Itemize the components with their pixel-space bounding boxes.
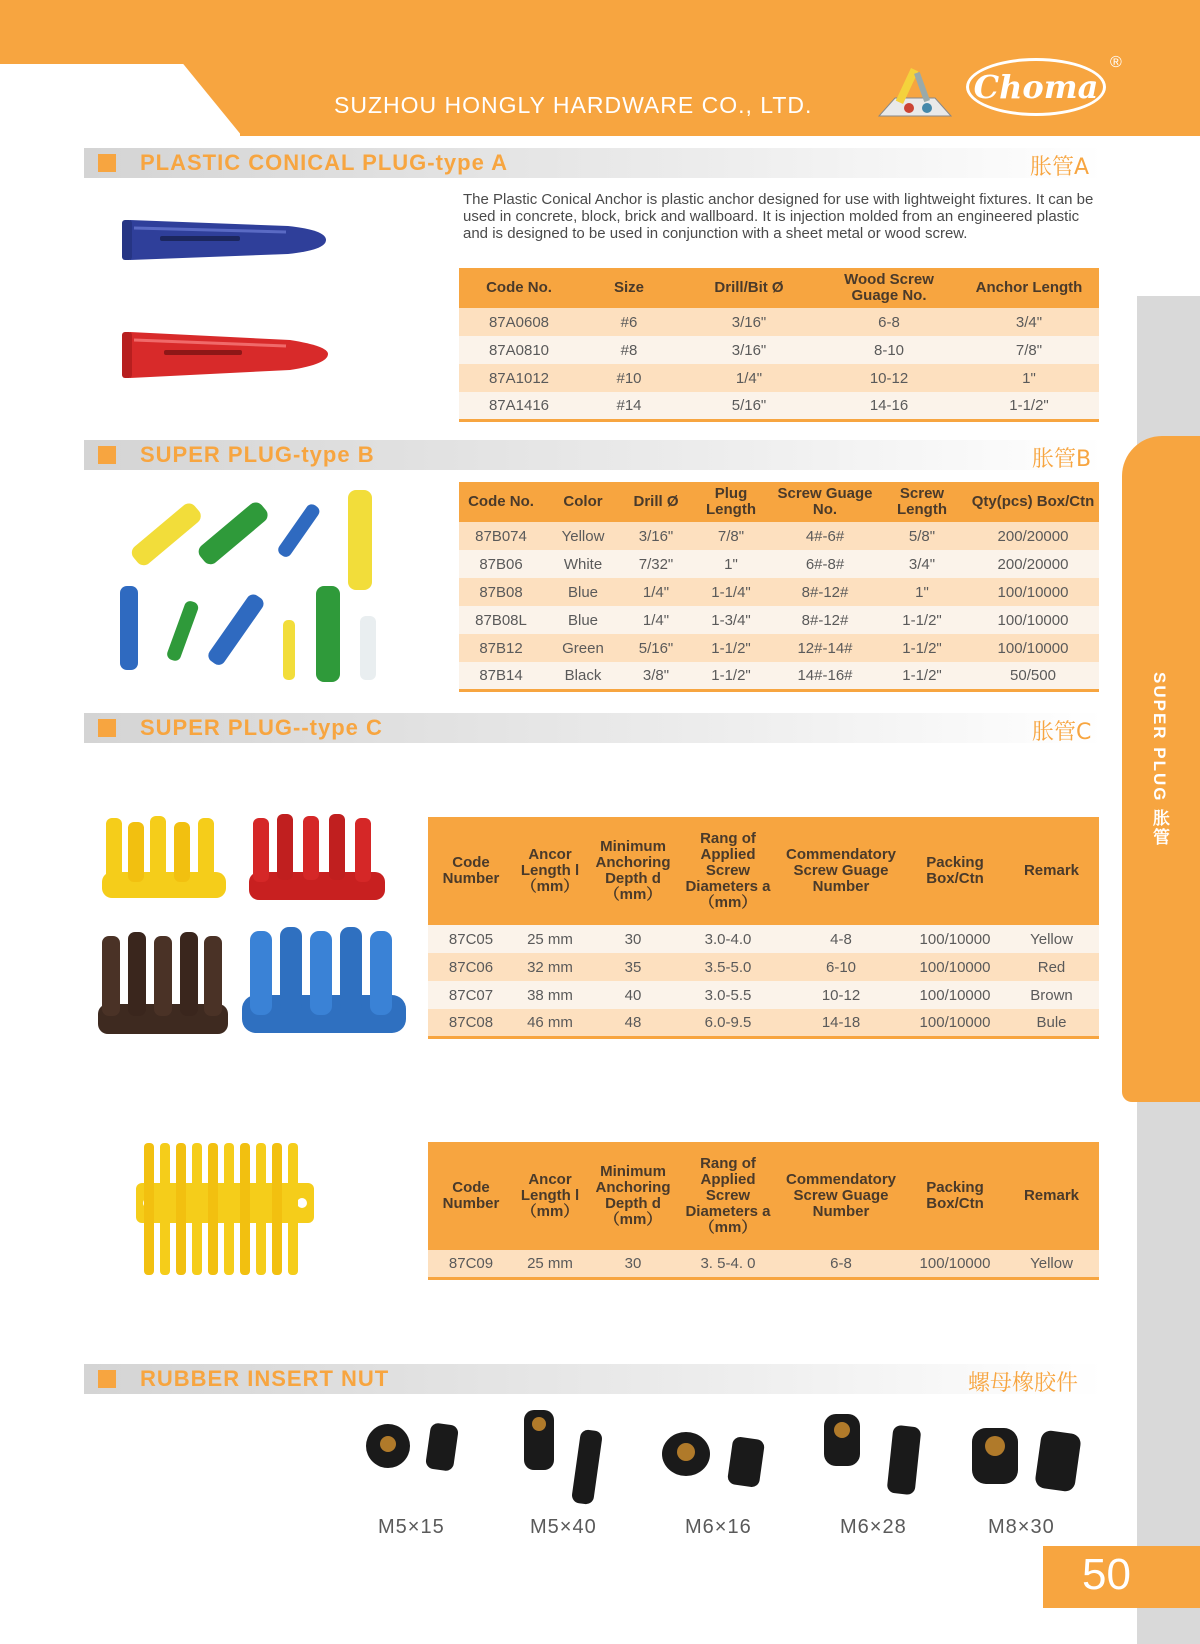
cell: 46 mm (514, 1009, 586, 1037)
cell: 3.0-5.5 (680, 981, 776, 1009)
nut-m6x16-image (660, 1424, 770, 1504)
cell: 6#-8# (773, 550, 877, 578)
cell: 30 (586, 1250, 680, 1278)
cell: 5/8" (877, 522, 967, 550)
col-header: Screw Guage No. (773, 482, 877, 522)
table-row (428, 1009, 1099, 1037)
cell: 14-16 (819, 392, 959, 420)
nut-m6x28-image (822, 1412, 932, 1502)
cell: 100/10000 (967, 578, 1099, 606)
cell: 48 (586, 1009, 680, 1037)
cell: 3. 5-4. 0 (680, 1250, 776, 1278)
cell: 87C07 (428, 981, 514, 1009)
col-header: Color (543, 482, 623, 522)
section-c-bar (84, 713, 1104, 743)
cell: 1-1/2" (877, 634, 967, 662)
cell: Red (1004, 953, 1099, 981)
table-row (428, 953, 1099, 981)
cell: 1-3/4" (689, 606, 773, 634)
cell: 1" (959, 364, 1099, 392)
table-type-c (428, 817, 1099, 1039)
col-header: Remark (1004, 1142, 1099, 1250)
yellow-plug-strip-image (98, 812, 233, 904)
brand-logo: Choma (966, 58, 1106, 116)
table-row (459, 578, 1099, 606)
col-header: Code No. (459, 482, 543, 522)
cell: 100/10000 (906, 925, 1004, 953)
col-header: Plug Length (689, 482, 773, 522)
cell: 87B074 (459, 522, 543, 550)
cell: 14#-16# (773, 662, 877, 690)
cell: 3.5-5.0 (680, 953, 776, 981)
cell: 30 (586, 925, 680, 953)
cell: 1-1/2" (959, 392, 1099, 420)
cell: 1" (689, 550, 773, 578)
cell: Blue (543, 578, 623, 606)
col-header: Packing Box/Ctn (906, 1142, 1004, 1250)
cell: 12#-14# (773, 634, 877, 662)
cell: Yellow (1004, 925, 1099, 953)
cell: Green (543, 634, 623, 662)
col-header: Ancor Length l（mm） (514, 817, 586, 925)
cell: 7/8" (689, 522, 773, 550)
table-row (459, 392, 1099, 420)
table-row (459, 634, 1099, 662)
cell: 1-1/2" (689, 634, 773, 662)
section-b-cn: 胀管B (1032, 447, 1092, 472)
cell: 100/10000 (906, 981, 1004, 1009)
red-conical-plug-image (120, 320, 335, 386)
cell: 87B12 (459, 634, 543, 662)
col-header: Code Number (428, 817, 514, 925)
cell: 87B08L (459, 606, 543, 634)
table-row (459, 336, 1099, 364)
cell: 87C09 (428, 1250, 514, 1278)
cell: 8#-12# (773, 578, 877, 606)
cell: #6 (579, 308, 679, 336)
header-band (0, 0, 1200, 64)
section-a-title: PLASTIC CONICAL PLUG-type A (140, 150, 509, 175)
col-header: Anchor Length (959, 268, 1099, 308)
cell: 1-1/4" (689, 578, 773, 606)
cell: Yellow (1004, 1250, 1099, 1278)
cell: 7/8" (959, 336, 1099, 364)
cell: 1/4" (623, 578, 689, 606)
col-header: Screw Length (877, 482, 967, 522)
cell: 25 mm (514, 1250, 586, 1278)
table-row (428, 981, 1099, 1009)
cell: 1/4" (623, 606, 689, 634)
col-header: Size (579, 268, 679, 308)
cell: 87B06 (459, 550, 543, 578)
cell: White (543, 550, 623, 578)
col-header: Ancor Length l（mm） (514, 1142, 586, 1250)
section-b-title: SUPER PLUG-type B (140, 442, 375, 467)
cell: Black (543, 662, 623, 690)
col-header: Rang of Applied Screw Diameters a（mm） (680, 1142, 776, 1250)
brown-plug-strip-image (96, 930, 231, 1040)
cell: 6-10 (776, 953, 906, 981)
table-row (428, 1250, 1099, 1278)
section-marker (98, 154, 116, 172)
yellow-plug-comb-image (136, 1143, 314, 1275)
cell: 3/4" (877, 550, 967, 578)
cell: 87C05 (428, 925, 514, 953)
cell: 4#-6# (773, 522, 877, 550)
section-marker (98, 446, 116, 464)
col-header: Commendatory Screw Guage Number (776, 817, 906, 925)
cell: 10-12 (819, 364, 959, 392)
cell: 50/500 (967, 662, 1099, 690)
col-header: Minimum Anchoring Depth d（mm） (586, 1142, 680, 1250)
cell: 1/4" (679, 364, 819, 392)
cell: 1-1/2" (877, 606, 967, 634)
cell: 6-8 (776, 1250, 906, 1278)
company-name: SUZHOU HONGLY HARDWARE CO., LTD. (334, 92, 813, 118)
registered-mark: ® (1110, 54, 1122, 71)
cell: 1-1/2" (689, 662, 773, 690)
cell: 87C06 (428, 953, 514, 981)
super-plug-b-image (108, 490, 408, 690)
section-c-title: SUPER PLUG--type C (140, 715, 383, 740)
table-type-b (459, 482, 1099, 692)
cell: 87B14 (459, 662, 543, 690)
col-header: Code Number (428, 1142, 514, 1250)
cell: 6-8 (819, 308, 959, 336)
cell: 5/16" (623, 634, 689, 662)
section-marker (98, 719, 116, 737)
blue-plug-strip-image (240, 925, 410, 1040)
table-type-c-2 (428, 1142, 1099, 1280)
cell: Blue (543, 606, 623, 634)
cell: #8 (579, 336, 679, 364)
cell: 38 mm (514, 981, 586, 1009)
cell: 1-1/2" (877, 662, 967, 690)
section-c-cn: 胀管C (1032, 720, 1092, 745)
nut-size-label: M5×40 (530, 1516, 597, 1538)
cell: 87C08 (428, 1009, 514, 1037)
cell: 7/32" (623, 550, 689, 578)
cell: 100/10000 (967, 606, 1099, 634)
cell: 5/16" (679, 392, 819, 420)
nut-size-label: M6×16 (685, 1516, 752, 1538)
section-a-bar (84, 148, 1104, 178)
cell: 200/20000 (967, 550, 1099, 578)
cell: 3/4" (959, 308, 1099, 336)
col-header: Rang of Applied Screw Diameters a（mm） (680, 817, 776, 925)
cell: 6.0-9.5 (680, 1009, 776, 1037)
cell: 100/10000 (906, 1009, 1004, 1037)
cell: 3/16" (679, 308, 819, 336)
col-header: Remark (1004, 817, 1099, 925)
cell: 100/10000 (906, 953, 1004, 981)
cell: 35 (586, 953, 680, 981)
red-plug-strip-image (247, 810, 387, 906)
cell: 3/16" (679, 336, 819, 364)
section-a-description: The Plastic Conical Anchor is plastic anchor designed for use with lightweight fixtures. It can be used in concrete, block, brick and wallboard. It is injection molded from an engineered plastic and is designed to be used in conjunction with a sheet metal or wood screw. (463, 191, 1094, 242)
col-header: Wood Screw Guage No. (819, 268, 959, 308)
cell: 200/20000 (967, 522, 1099, 550)
table-row (459, 606, 1099, 634)
section-nut-title: RUBBER INSERT NUT (140, 1366, 390, 1391)
cell: 8-10 (819, 336, 959, 364)
table-row (459, 308, 1099, 336)
page-number: 50 (1082, 1550, 1131, 1599)
cell: 87A0608 (459, 308, 579, 336)
cell: 87B08 (459, 578, 543, 606)
cell: 32 mm (514, 953, 586, 981)
col-header: Packing Box/Ctn (906, 817, 1004, 925)
nut-size-label: M5×15 (378, 1516, 445, 1538)
col-header: Drill/Bit Ø (679, 268, 819, 308)
table-type-a (459, 268, 1099, 422)
cell: 3.0-4.0 (680, 925, 776, 953)
section-b-bar (84, 440, 1104, 470)
nut-size-label: M6×28 (840, 1516, 907, 1538)
cell: 8#-12# (773, 606, 877, 634)
cell: Bule (1004, 1009, 1099, 1037)
table-row (459, 522, 1099, 550)
col-header: Minimum Anchoring Depth d（mm） (586, 817, 680, 925)
cell: 100/10000 (967, 634, 1099, 662)
side-tab-label: SUPER PLUG 胀管 (1150, 672, 1169, 848)
header-slant (180, 60, 242, 136)
cell: 1" (877, 578, 967, 606)
col-header: Code No. (459, 268, 579, 308)
fastener-emblem-icon (875, 62, 955, 122)
blue-conical-plug-image (120, 206, 332, 270)
cell: 4-8 (776, 925, 906, 953)
nut-m5x15-image (362, 1410, 472, 1490)
col-header: Qty(pcs) Box/Ctn (967, 482, 1099, 522)
col-header: Commendatory Screw Guage Number (776, 1142, 906, 1250)
section-a-cn: 胀管A (1030, 155, 1090, 180)
section-marker (98, 1370, 116, 1388)
cell: 87A1416 (459, 392, 579, 420)
nut-m8x30-image (970, 1422, 1090, 1502)
table-row (428, 925, 1099, 953)
cell: 3/8" (623, 662, 689, 690)
cell: #10 (579, 364, 679, 392)
cell: #14 (579, 392, 679, 420)
cell: 25 mm (514, 925, 586, 953)
nut-m5x40-image (518, 1410, 618, 1510)
cell: 3/16" (623, 522, 689, 550)
cell: 10-12 (776, 981, 906, 1009)
cell: 87A0810 (459, 336, 579, 364)
cell: 100/10000 (906, 1250, 1004, 1278)
table-row (459, 364, 1099, 392)
col-header: Drill Ø (623, 482, 689, 522)
section-nut-bar (84, 1364, 1104, 1394)
cell: Yellow (543, 522, 623, 550)
cell: 14-18 (776, 1009, 906, 1037)
nut-size-label: M8×30 (988, 1516, 1055, 1538)
table-row (459, 550, 1099, 578)
cell: 40 (586, 981, 680, 1009)
cell: 87A1012 (459, 364, 579, 392)
section-nut-cn: 螺母橡胶件 (968, 1371, 1079, 1396)
cell: Brown (1004, 981, 1099, 1009)
table-row (459, 662, 1099, 690)
